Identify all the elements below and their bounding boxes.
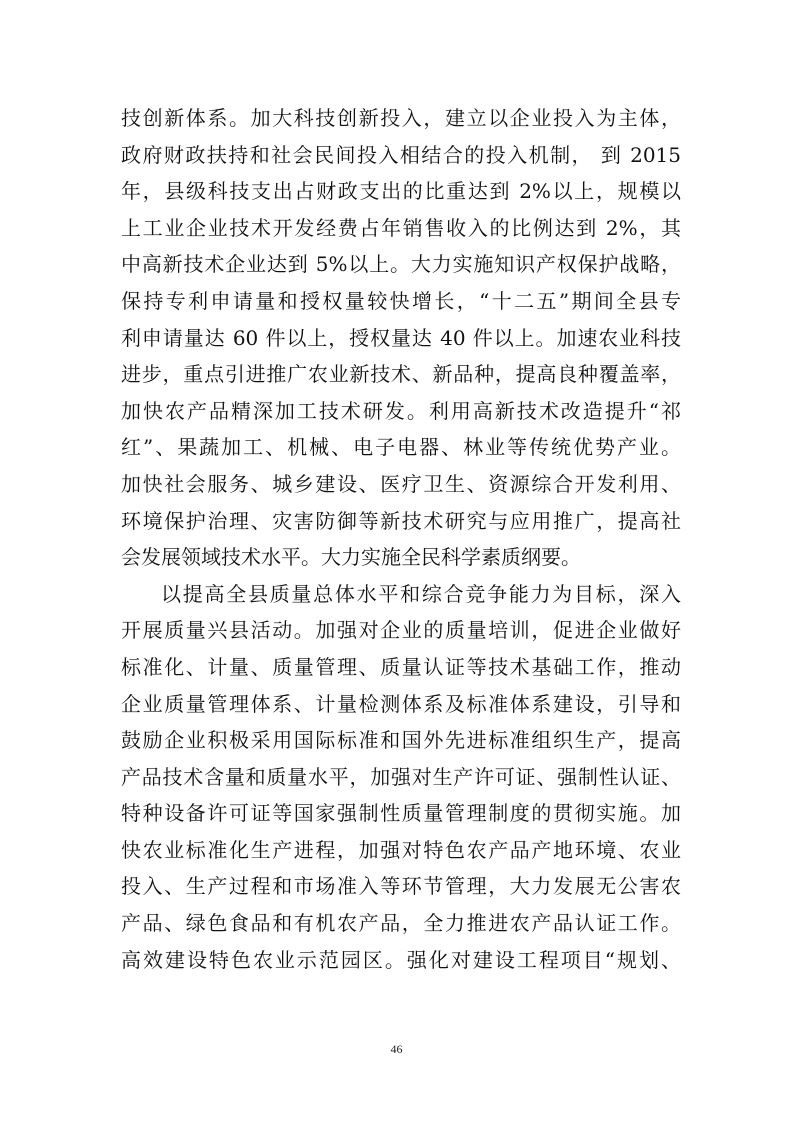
text-line: 加快农产品精深加工技术研发。利用高新技术改造提升“祁: [121, 398, 681, 423]
paragraph-1: [121, 100, 681, 576]
text-line: 鼓励企业积极采用国际标准和国外先进标准组织生产，提高: [121, 728, 681, 753]
text-line: 产品技术含量和质量水平，加强对生产许可证、强制性认证、: [121, 764, 681, 789]
text-line: 保持专利申请量和授权量较快增长，“十二五”期间全县专: [121, 288, 681, 313]
text-line: 利申请量达 60 件以上，授权量达 40 件以上。加速农业科技: [121, 325, 681, 350]
text-line: 开展质量兴县活动。加强对企业的质量培训，促进企业做好: [121, 618, 681, 643]
text-line: 加快社会服务、城乡建设、医疗卫生、资源综合开发利用、: [121, 471, 681, 496]
text-line: 特种设备许可证等国家强制性质量管理制度的贯彻实施。加: [121, 801, 681, 826]
text-line: 年，县级科技支出占财政支出的比重达到 2%以上，规模以: [121, 179, 681, 204]
text-line: 标准化、计量、质量管理、质量认证等技术基础工作，推动: [121, 654, 681, 679]
paragraph-2: [121, 576, 681, 979]
text-line: 以提高全县质量总体水平和综合竞争能力为目标，深入: [161, 581, 681, 606]
text-line: 进步，重点引进推广农业新技术、新品种，提高良种覆盖率，: [121, 362, 681, 387]
text-line: 红”、果蔬加工、机械、电子电器、林业等传统优势产业。: [121, 435, 681, 460]
text-line: 政府财政扶持和社会民间投入相结合的投入机制， 到 2015: [121, 142, 681, 167]
text-line: 产品、绿色食品和有机农产品，全力推进农产品认证工作。: [121, 911, 681, 936]
page-number: 46: [390, 1042, 403, 1056]
text-line: 中高新技术企业达到 5%以上。大力实施知识产权保护战略，: [121, 252, 681, 277]
text-line: 技创新体系。加大科技创新投入，建立以企业投入为主体，: [121, 106, 681, 130]
text-line: 高效建设特色农业示范园区。强化对建设工程项目“规划、: [121, 947, 681, 972]
text-line: 快农业标准化生产进程，加强对特色农产品产地环境、农业: [121, 837, 681, 862]
text-line: 环境保护治理、灾害防御等新技术研究与应用推广，提高社: [121, 508, 681, 533]
text-line: 投入、生产过程和市场准入等环节管理，大力发展无公害农: [121, 874, 681, 899]
body-text: [121, 100, 681, 978]
text-line: 上工业企业技术开发经费占年销售收入的比例达到 2%，其: [121, 215, 681, 240]
text-line: 会发展领域技术水平。大力实施全民科学素质纲要。: [121, 545, 581, 570]
text-line: 企业质量管理体系、计量检测体系及标准体系建设，引导和: [121, 691, 681, 716]
